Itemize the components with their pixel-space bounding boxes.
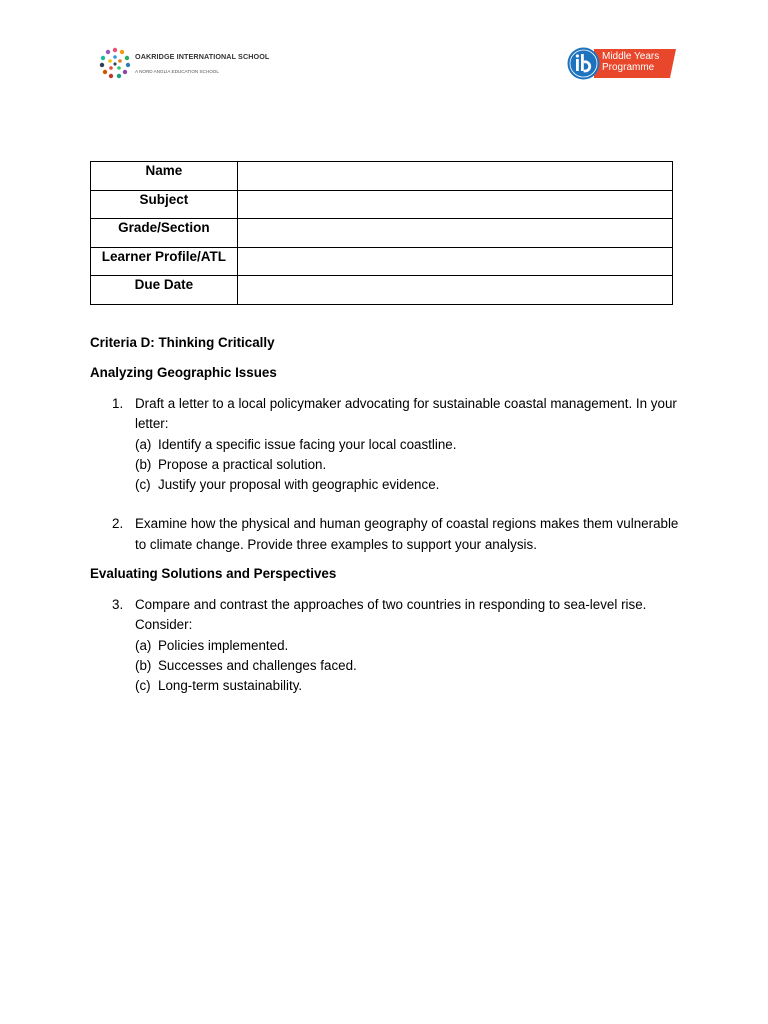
criteria-heading: Criteria D: Thinking Critically: [90, 335, 275, 350]
student-info-table: [90, 161, 673, 305]
question-list: [90, 394, 680, 495]
due-date-label: Due Date: [91, 276, 238, 305]
school-name: OAKRIDGE INTERNATIONAL SCHOOL: [135, 52, 270, 61]
grade-section-label: Grade/Section: [91, 219, 238, 248]
list-item: (b) Propose a practical solution.: [135, 456, 327, 472]
ib-myp-logo: [567, 46, 677, 82]
name-label: Name: [91, 162, 238, 191]
grade-section-field[interactable]: [237, 219, 672, 248]
table-row: [91, 276, 673, 305]
table-row: [91, 162, 673, 191]
question-list: [90, 595, 680, 696]
spacer: [90, 495, 680, 514]
table-row: [91, 219, 673, 248]
table-row: [91, 247, 673, 276]
school-logo: [98, 44, 268, 82]
ib-logo-icon: [567, 47, 600, 80]
list-item: (c) Long-term sustainability.: [135, 678, 303, 694]
question-number: 1.: [112, 396, 124, 411]
spacer: [90, 555, 680, 565]
question-3: [90, 595, 680, 696]
programme-name: Middle Years Programme: [602, 51, 660, 73]
question-text: Compare and contrast the approaches of two countries in responding to sea-level rise. Consider:: [135, 597, 647, 633]
worksheet-content: [90, 334, 680, 697]
subject-field[interactable]: [237, 190, 672, 219]
learner-profile-label: Learner Profile/ATL: [91, 247, 238, 276]
school-tagline: A NORD ANGLIA EDUCATION SCHOOL: [135, 69, 219, 74]
question-2: [90, 514, 680, 555]
question-text: Examine how the physical and human geography of coastal regions makes them vulnerable to climate change. Provide three examples to support your analysis.: [135, 516, 679, 552]
list-item: (a) Policies implemented.: [135, 637, 289, 653]
question-text: Draft a letter to a local policymaker advocating for sustainable coastal management. In your letter:: [135, 396, 677, 432]
section-heading: Evaluating Solutions and Perspectives: [90, 566, 337, 582]
subject-label: Subject: [91, 190, 238, 219]
due-date-field[interactable]: [237, 276, 672, 305]
name-field[interactable]: [237, 162, 672, 191]
section-heading: Analyzing Geographic Issues: [90, 365, 277, 380]
school-emblem-icon: [98, 46, 132, 80]
question-number: 2.: [112, 516, 124, 532]
question-number: 3.: [112, 597, 124, 613]
question-list: [90, 514, 680, 555]
question-1: [90, 394, 680, 495]
list-item: (b) Successes and challenges faced.: [135, 657, 357, 673]
learner-profile-field[interactable]: [237, 247, 672, 276]
table-row: [91, 190, 673, 219]
list-item: (a) Identify a specific issue facing your local coastline.: [135, 436, 457, 452]
list-item: (c) Justify your proposal with geographic evidence.: [135, 477, 440, 493]
